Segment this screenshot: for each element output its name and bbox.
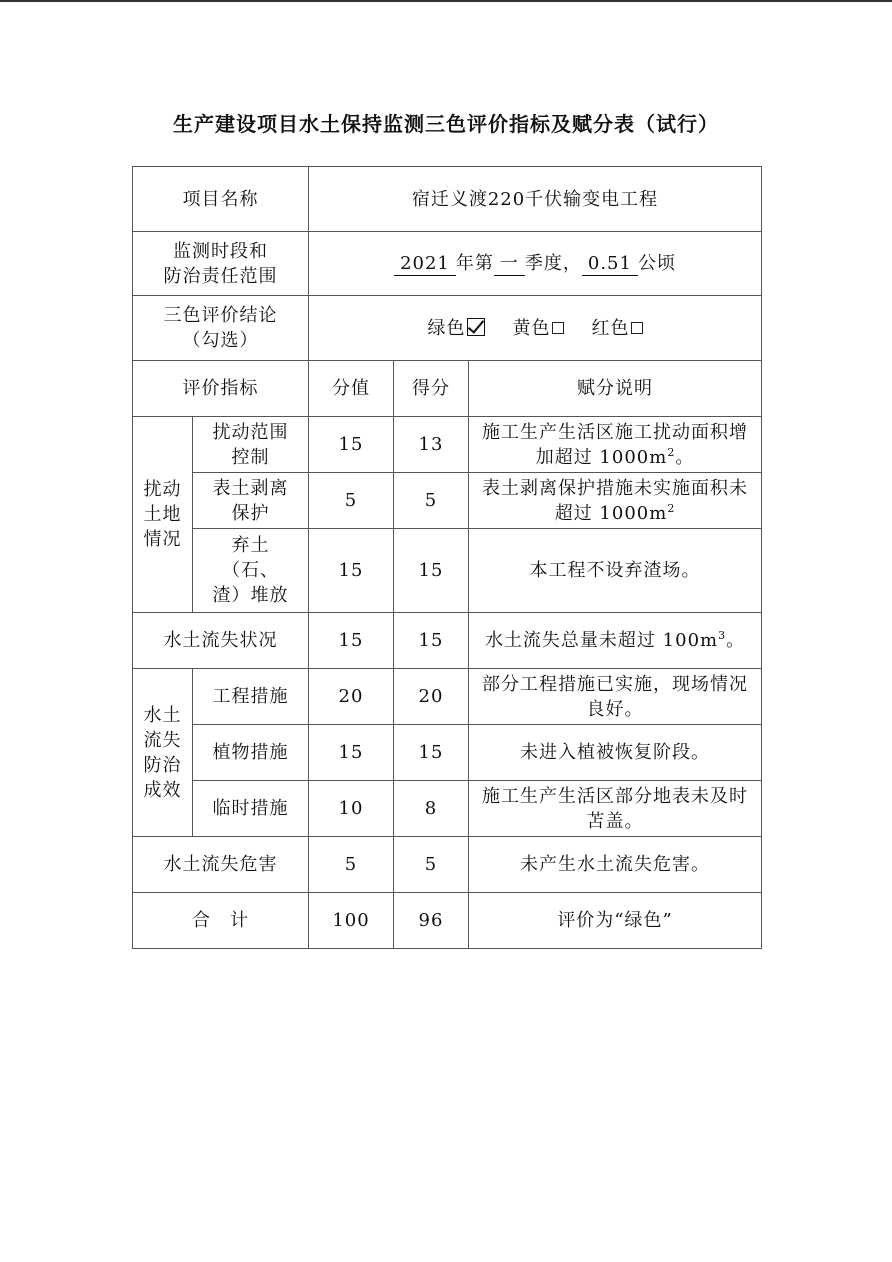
project-row	[133, 167, 762, 232]
explanation-text: 水土流失总量未超过 100m	[484, 630, 719, 651]
evaluation-table	[132, 166, 762, 949]
table-row	[133, 725, 762, 781]
group-disturb-line3: 情况	[143, 529, 182, 550]
period-quarter: 一	[494, 253, 525, 276]
option-yellow-label: 黄色	[512, 317, 551, 339]
checked-box-icon[interactable]	[467, 318, 485, 336]
indicator-name: 临时措施	[193, 781, 309, 837]
period-area-unit: 公顷	[637, 253, 676, 274]
explanation	[469, 417, 762, 473]
score: 15	[394, 529, 469, 613]
score: 13	[394, 417, 469, 473]
score-value: 15	[309, 725, 394, 781]
table-row	[133, 781, 762, 837]
score-value: 5	[309, 837, 394, 893]
explanation: 未产生水土流失危害。	[469, 837, 762, 893]
indicator-name	[193, 529, 309, 613]
indicator-name-line1: 表土剥离	[212, 477, 289, 499]
indicator-name-line2: （石、	[222, 560, 279, 581]
superscript: 2	[667, 445, 676, 459]
indicator-name: 水土流失危害	[133, 837, 309, 893]
indicator-name	[193, 473, 309, 529]
group-prevention-line2: 流失	[143, 729, 182, 751]
conclusion-options	[309, 296, 762, 361]
table-row	[133, 669, 762, 725]
option-green-label: 绿色	[427, 317, 466, 339]
period-label	[133, 232, 309, 296]
score: 5	[394, 837, 469, 893]
table-row	[133, 529, 762, 613]
indicator-name-line2: 保护	[231, 502, 270, 524]
indicator-name	[193, 417, 309, 473]
group-prevention-line4: 成效	[143, 779, 182, 801]
header-score: 得分	[394, 361, 469, 417]
project-label: 项目名称	[133, 167, 309, 232]
indicator-name-line1: 扰动范围	[212, 421, 289, 443]
header-explanation: 赋分说明	[469, 361, 762, 417]
conclusion-label	[133, 296, 309, 361]
explanation-text: 表土剥离保护措施未实施面积未超过 1000m	[482, 477, 749, 524]
score: 5	[394, 473, 469, 529]
period-row	[133, 232, 762, 296]
table-row	[133, 613, 762, 669]
unchecked-box-icon[interactable]	[552, 322, 564, 334]
indicator-name: 植物措施	[193, 725, 309, 781]
period-quarter-suffix: 季度，	[524, 253, 582, 274]
indicator-name: 水土流失状况	[133, 613, 309, 669]
total-label: 合 计	[133, 893, 309, 949]
explanation: 部分工程措施已实施，现场情况良好。	[469, 669, 762, 725]
header-score-value: 分值	[309, 361, 394, 417]
explanation: 本工程不设弃渣场。	[469, 529, 762, 613]
header-indicator: 评价指标	[133, 361, 309, 417]
score-value: 20	[309, 669, 394, 725]
indicator-name: 工程措施	[193, 669, 309, 725]
explanation-tail: 。	[726, 630, 746, 651]
page-top-border	[0, 0, 892, 2]
score: 15	[394, 725, 469, 781]
score-value: 15	[309, 613, 394, 669]
period-label-line2: 防治责任范围	[163, 265, 278, 287]
table-row	[133, 417, 762, 473]
period-label-line1: 监测时段和	[173, 240, 268, 262]
table-row	[133, 837, 762, 893]
conclusion-row	[133, 296, 762, 361]
option-red-label: 红色	[591, 317, 630, 339]
explanation-text: 施工生产生活区施工扰动面积增加超过 1000m	[482, 421, 749, 468]
group-disturb-line2: 土地	[143, 504, 182, 525]
total-row	[133, 893, 762, 949]
indicator-name-line1: 弃土	[231, 535, 270, 556]
explanation: 未进入植被恢复阶段。	[469, 725, 762, 781]
total-score: 96	[394, 893, 469, 949]
conclusion-label-line1: 三色评价结论	[163, 305, 278, 326]
score: 8	[394, 781, 469, 837]
unchecked-box-icon[interactable]	[631, 322, 643, 334]
indicator-name-line2: 控制	[231, 446, 270, 468]
header-row	[133, 361, 762, 417]
superscript: 2	[667, 501, 676, 515]
score: 15	[394, 613, 469, 669]
total-value: 100	[309, 893, 394, 949]
superscript: 3	[718, 629, 727, 642]
conclusion-label-line2: （勾选）	[182, 330, 259, 351]
group-disturb	[133, 417, 193, 613]
score-value: 15	[309, 529, 394, 613]
document-title: 生产建设项目水土保持监测三色评价指标及赋分表（试行）	[173, 112, 719, 136]
indicator-name-line3: 渣）堆放	[212, 585, 289, 606]
group-prevention	[133, 669, 193, 837]
period-area: 0.51	[582, 253, 638, 276]
score-value: 5	[309, 473, 394, 529]
table-row	[133, 473, 762, 529]
period-year-suffix: 年第	[455, 253, 494, 274]
project-name: 宿迁义渡220千伏输变电工程	[309, 167, 762, 232]
score: 20	[394, 669, 469, 725]
group-prevention-line3: 防治	[143, 754, 182, 776]
total-explanation: 评价为“绿色”	[469, 893, 762, 949]
explanation: 施工生产生活区部分地表未及时苫盖。	[469, 781, 762, 837]
explanation-tail: 。	[675, 446, 695, 468]
period-year: 2021	[394, 253, 456, 276]
group-disturb-line1: 扰动	[143, 479, 182, 500]
score-value: 15	[309, 417, 394, 473]
score-value: 10	[309, 781, 394, 837]
group-prevention-line1: 水土	[143, 704, 182, 726]
explanation	[469, 613, 762, 669]
explanation	[469, 473, 762, 529]
period-value	[309, 232, 762, 296]
